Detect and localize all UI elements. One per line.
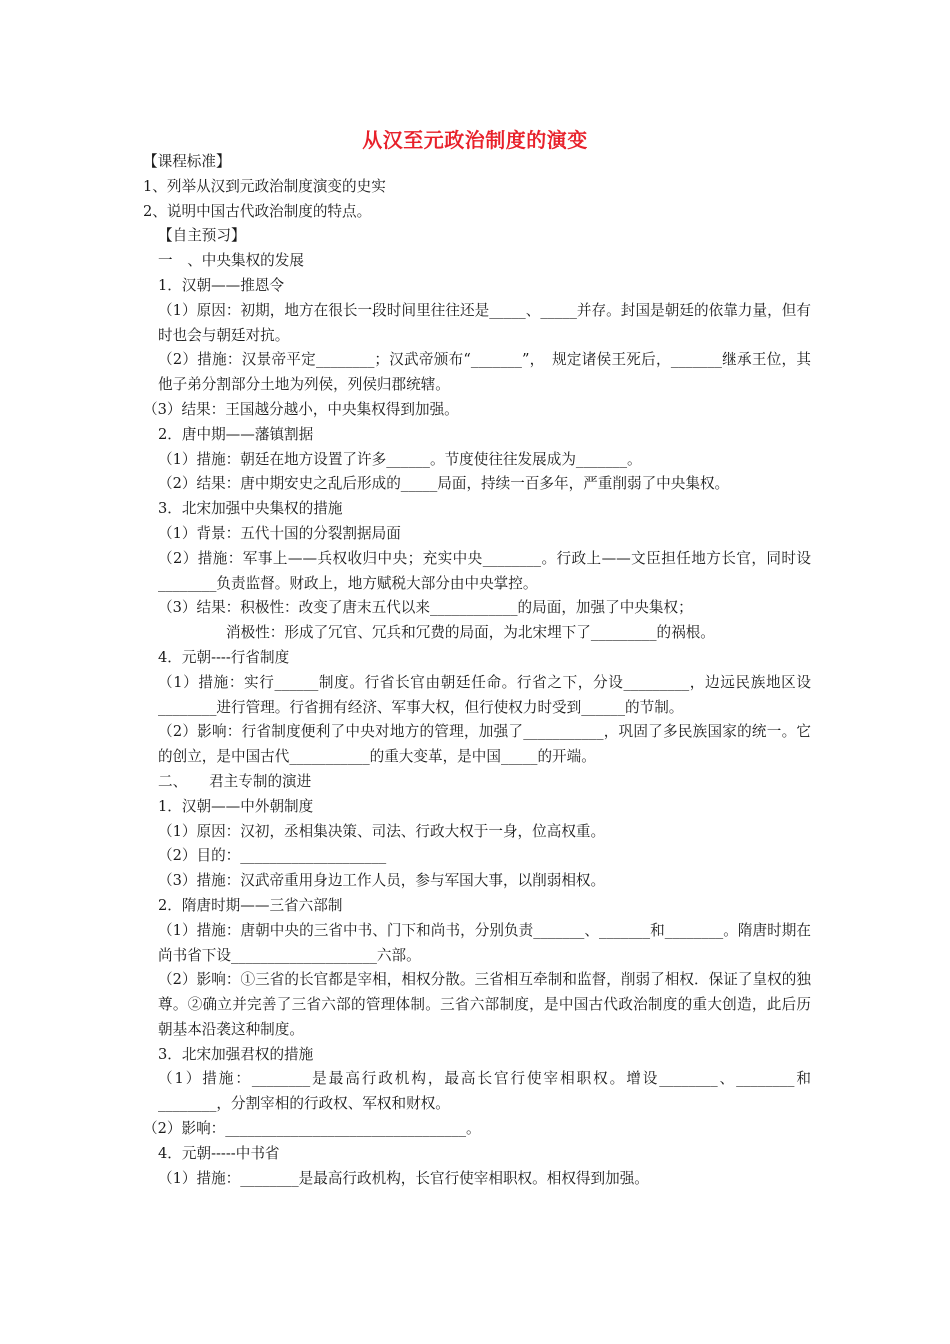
text-line: 4．元朝-----中书省	[158, 1144, 280, 1162]
text-line: （2）影响：_________________________________。	[143, 1120, 481, 1138]
text-line: （3）结果：积极性：改变了唐末五代以来____________的局面，加强了中央集权；	[158, 599, 693, 617]
text-line: 2．唐中期——藩镇割据	[158, 425, 314, 443]
text-line: （3）措施：汉武帝重用身边工作人员，参与军国大事，以削弱相权。	[158, 872, 606, 890]
text-line: 1、列举从汉到元政治制度演变的史实	[143, 177, 386, 195]
text-line: 二、 君主专制的演进	[158, 772, 312, 790]
text-line: （1）背景：五代十国的分裂割据局面	[158, 524, 401, 542]
text-line: （2）结果：唐中期安史之乱后形成的_____局面，持续一百多年，严重削弱了中央集权。	[158, 475, 730, 493]
text-line: 2．隋唐时期——三省六部制	[158, 896, 343, 914]
text-line: 【自主预习】	[158, 227, 246, 245]
text-line: （3）结果：王国越分越小，中央集权得到加强。	[143, 400, 459, 418]
text-line: （2）措施：汉景帝平定________；汉武帝颁布“_______”， 规定诸侯王死后，_______继承王位，其他子弟分割部分土地为列侯，列侯归郡统辖。	[158, 351, 811, 394]
text-line: （1）措施：朝廷在地方设置了许多______。节度使往往发展成为_______。	[158, 450, 642, 468]
text-line: （1）措施：________是最高行政机构，长官行使宰相职权。相权得到加强。	[158, 1169, 649, 1187]
text-line: 1．汉朝——中外朝制度	[158, 797, 314, 815]
text-line: 3．北宋加强君权的措施	[158, 1045, 314, 1063]
text-line: （1）原因：汉初，丞相集决策、司法、行政大权于一身，位高权重。	[158, 822, 606, 840]
text-line: 消极性：形成了冗官、冗兵和冗费的局面，为北宋埋下了_________的祸根。	[226, 624, 715, 642]
text-line: （2）影响：①三省的长官都是宰相，相权分散。三省相互牵制和监督，削弱了相权．保证了皇权的独尊。②确立并完善了三省六部的管理体制。三省六部制度，是中国古代政治制度的重大创造，此后历朝基本沿袭这种制度。	[158, 971, 811, 1038]
text-line: 4．元朝----行省制度	[158, 648, 290, 666]
document-body	[143, 150, 811, 1191]
document-title: 从汉至元政治制度的演变	[362, 128, 588, 152]
text-line: 3．北宋加强中央集权的措施	[158, 500, 343, 518]
text-line: 一 、中央集权的发展	[158, 252, 304, 270]
text-line: （2）目的：____________________	[158, 847, 387, 865]
text-line: 【课程标准】	[143, 153, 231, 170]
text-line: 2、说明中国古代政治制度的特点。	[143, 202, 372, 220]
text-line: （1）原因：初期，地方在很长一段时间里往往还是_____、_____并存。封国是朝廷的依靠力量，但有时也会与朝廷对抗。	[158, 301, 811, 344]
text-line: 1．汉朝——推恩令	[158, 276, 285, 294]
text-line: （2）措施：军事上——兵权收归中央；充实中央________。行政上——文臣担任地方长官，同时设________负责监督。财政上，地方赋税大部分由中央掌控。	[158, 549, 811, 592]
text-line: （2）影响：行省制度便利了中央对地方的管理，加强了___________，巩固了多民族国家的统一。它的创立，是中国古代___________的重大变革，是中国_____的开端。	[158, 723, 811, 766]
text-line: （1）措施：实行______制度。行省长官由朝廷任命。行省之下，分设_________，边远民族地区设________进行管理。行省拥有经济、军事大权，但行使权力时受到______的节制。	[158, 673, 811, 716]
text-line: （1）措施：唐朝中央的三省中书、门下和尚书，分别负责_______、_______和________。隋唐时期在尚书省下设____________________六部。	[158, 921, 811, 964]
text-line: （1）措施：________是最高行政机构，最高长官行使宰相职权。增设________、________和________，分割宰相的行政权、军权和财权。	[158, 1070, 811, 1113]
